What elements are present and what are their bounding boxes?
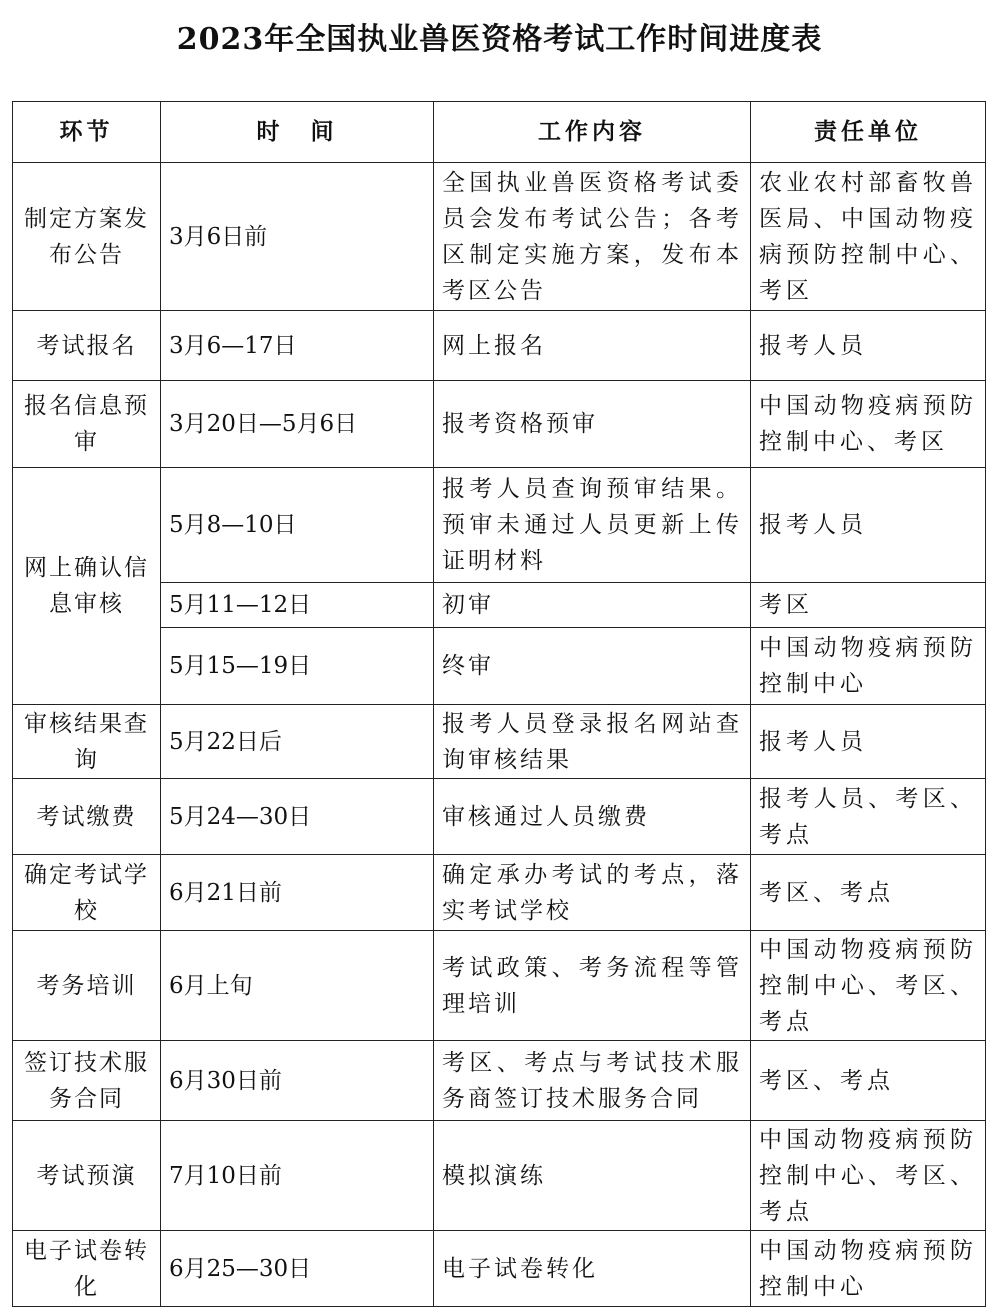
stage-cell: 考务培训: [13, 931, 161, 1041]
content-cell: 全国执业兽医资格考试委员会发布考试公告；各考区制定实施方案，发布本考区公告: [434, 163, 751, 311]
content-cell: 考试政策、考务流程等管理培训: [434, 931, 751, 1041]
time-cell: 5月22日后: [161, 705, 434, 779]
stage-cell: 考试报名: [13, 311, 161, 381]
unit-cell: 农业农村部畜牧兽医局、中国动物疫病预防控制中心、考区: [751, 163, 986, 311]
unit-cell: 考区: [751, 583, 986, 628]
content-cell: 报考人员登录报名网站查询审核结果: [434, 705, 751, 779]
unit-cell: 报考人员: [751, 468, 986, 583]
stage-cell: 签订技术服务合同: [13, 1041, 161, 1121]
content-cell: 报考资格预审: [434, 381, 751, 468]
table-row: [13, 1121, 986, 1231]
content-cell: 网上报名: [434, 311, 751, 381]
table-row: [13, 381, 986, 468]
time-cell: 3月6日前: [161, 163, 434, 311]
header-time: 时 间: [161, 102, 434, 163]
stage-cell: 报名信息预审: [13, 381, 161, 468]
stage-cell: 审核结果查询: [13, 705, 161, 779]
table-header-row: [13, 102, 986, 163]
stage-cell: 考试缴费: [13, 779, 161, 855]
unit-cell: 报考人员: [751, 705, 986, 779]
stage-cell: 电子试卷转化: [13, 1231, 161, 1307]
unit-cell: 报考人员、考区、考点: [751, 779, 986, 855]
table-row: [13, 855, 986, 931]
unit-cell: 考区、考点: [751, 1041, 986, 1121]
stage-cell: 制定方案发布公告: [13, 163, 161, 311]
time-cell: 6月25—30日: [161, 1231, 434, 1307]
stage-cell: 考试预演: [13, 1121, 161, 1231]
table-row: [13, 779, 986, 855]
unit-cell: 考区、考点: [751, 855, 986, 931]
content-cell: 终审: [434, 628, 751, 705]
time-cell: 3月6—17日: [161, 311, 434, 381]
table-row: [13, 931, 986, 1041]
header-content: 工作内容: [434, 102, 751, 163]
time-cell: 3月20日—5月6日: [161, 381, 434, 468]
content-cell: 电子试卷转化: [434, 1231, 751, 1307]
content-cell: 确定承办考试的考点，落实考试学校: [434, 855, 751, 931]
time-cell: 6月上旬: [161, 931, 434, 1041]
table-row: [13, 163, 986, 311]
table-row: [13, 1041, 986, 1121]
time-cell: 6月30日前: [161, 1041, 434, 1121]
header-stage: 环节: [13, 102, 161, 163]
content-cell: 审核通过人员缴费: [434, 779, 751, 855]
time-cell: 7月10日前: [161, 1121, 434, 1231]
time-cell: 5月24—30日: [161, 779, 434, 855]
table-row: [13, 705, 986, 779]
time-cell: 5月15—19日: [161, 628, 434, 705]
stage-cell: 网上确认信息审核: [13, 468, 161, 705]
unit-cell: 中国动物疫病预防控制中心、考区、考点: [751, 931, 986, 1041]
content-cell: 模拟演练: [434, 1121, 751, 1231]
content-cell: 报考人员查询预审结果。预审未通过人员更新上传证明材料: [434, 468, 751, 583]
table-row: [13, 468, 986, 583]
unit-cell: 中国动物疫病预防控制中心: [751, 628, 986, 705]
page-title: 2023年全国执业兽医资格考试工作时间进度表: [176, 22, 823, 57]
stage-cell: 确定考试学校: [13, 855, 161, 931]
unit-cell: 中国动物疫病预防控制中心: [751, 1231, 986, 1307]
table-row: [13, 1231, 986, 1307]
schedule-table: [12, 101, 986, 1307]
time-cell: 5月8—10日: [161, 468, 434, 583]
unit-cell: 中国动物疫病预防控制中心、考区: [751, 381, 986, 468]
content-cell: 初审: [434, 583, 751, 628]
time-cell: 5月11—12日: [161, 583, 434, 628]
content-cell: 考区、考点与考试技术服务商签订技术服务合同: [434, 1041, 751, 1121]
table-row: [13, 311, 986, 381]
unit-cell: 中国动物疫病预防控制中心、考区、考点: [751, 1121, 986, 1231]
time-cell: 6月21日前: [161, 855, 434, 931]
unit-cell: 报考人员: [751, 311, 986, 381]
header-unit: 责任单位: [751, 102, 986, 163]
